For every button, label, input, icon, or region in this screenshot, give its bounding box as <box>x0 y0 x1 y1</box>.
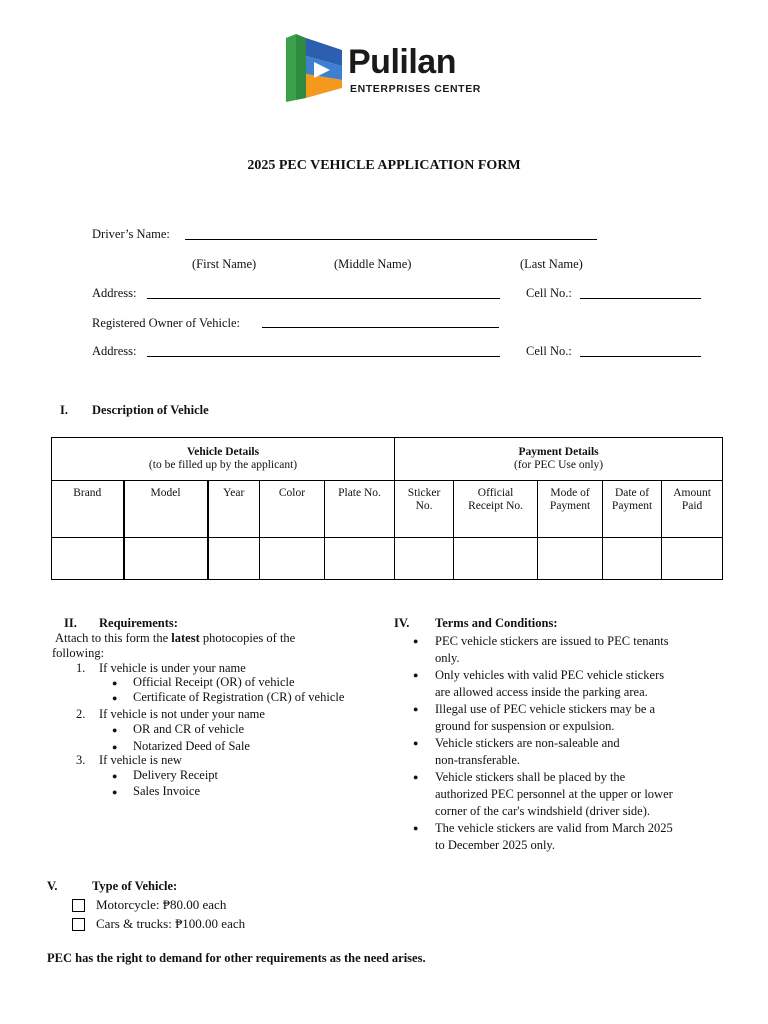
term-6-line-2: to December 2025 only. <box>435 838 555 852</box>
bullet: ● <box>112 693 118 703</box>
checkbox-motorcycle[interactable] <box>72 899 85 917</box>
bullet: ● <box>112 725 118 735</box>
section-5-number: V. <box>47 879 58 893</box>
term-6-line-1: The vehicle stickers are valid from March 2025 <box>435 821 673 835</box>
drivers-name-line[interactable] <box>185 239 597 240</box>
cell-mode-of-payment[interactable] <box>538 538 603 580</box>
term-2-line-2: are allowed access inside the parking area. <box>435 685 648 699</box>
bullet: ● <box>413 636 419 646</box>
first-name-caption: (First Name) <box>192 257 257 271</box>
option-cars-trucks: Cars & trucks: ₱100.00 each <box>96 916 246 931</box>
checkbox-cars-trucks[interactable] <box>72 918 85 936</box>
term-3-line-1: Illegal use of PEC vehicle stickers may be a <box>435 702 656 716</box>
section-4-number: IV. <box>394 616 410 630</box>
req-3-sub-2: Sales Invoice <box>133 784 200 798</box>
registered-owner-line[interactable] <box>262 327 499 328</box>
checkbox-square[interactable] <box>72 899 85 912</box>
cell-plate-no[interactable] <box>325 538 395 580</box>
cell-sticker-no[interactable] <box>395 538 454 580</box>
cell-brand[interactable] <box>52 538 124 580</box>
req-1-sub-2: Certificate of Registration (CR) of vehicle <box>133 690 345 704</box>
cell-official-receipt-no[interactable] <box>454 538 538 580</box>
term-5 <box>435 769 673 820</box>
intro-pre: Attach to this form the <box>55 631 172 645</box>
logo-wordmark: Pulilan <box>348 43 456 81</box>
term-1-line-1: PEC vehicle stickers are issued to PEC tenants <box>435 634 669 648</box>
term-6 <box>435 820 673 854</box>
req-2-sub-2: Notarized Deed of Sale <box>133 739 250 753</box>
owner-cell-no-label: Cell No.: <box>526 344 572 358</box>
col-header-amount-paid: Amount Paid <box>662 481 723 538</box>
term-3 <box>435 701 655 735</box>
drivers-name-label: Driver’s Name: <box>92 227 170 241</box>
section-2-number: II. <box>64 616 77 630</box>
col-header-plate-no: Plate No. <box>325 481 395 538</box>
last-name-caption: (Last Name) <box>520 257 583 271</box>
payment-details-header <box>395 438 723 481</box>
address-label: Address: <box>92 286 137 300</box>
req-2-sub-1: OR and CR of vehicle <box>133 722 245 736</box>
req-3-sub-1: Delivery Receipt <box>133 768 219 782</box>
req-3-number: 3. <box>76 753 86 767</box>
term-3-line-2: ground for suspension or expulsion. <box>435 719 615 733</box>
intro-bold: latest <box>171 631 200 645</box>
col-header-official-receipt-no: Official Receipt No. <box>454 481 538 538</box>
req-2-number: 2. <box>76 707 86 721</box>
req-1-sub-1: Official Receipt (OR) of vehicle <box>133 675 295 689</box>
term-4-line-2: non-transferable. <box>435 753 521 767</box>
cell-amount-paid[interactable] <box>662 538 723 580</box>
cell-color[interactable] <box>260 538 325 580</box>
section-5-title: Type of Vehicle: <box>92 879 178 893</box>
section-1-title: Description of Vehicle <box>92 403 209 417</box>
term-4 <box>435 735 620 769</box>
cell-year[interactable] <box>208 538 260 580</box>
bullet: ● <box>413 670 419 680</box>
term-2 <box>435 667 664 701</box>
cell-model[interactable] <box>124 538 208 580</box>
col-header-brand: Brand <box>52 481 124 538</box>
req-3-label: If vehicle is new <box>99 753 182 767</box>
payment-details-note: (for PEC Use only) <box>514 459 604 471</box>
owner-address-line[interactable] <box>147 356 500 357</box>
col-header-date-of-payment: Date of Payment <box>603 481 662 538</box>
bullet: ● <box>413 772 419 782</box>
bullet: ● <box>112 678 118 688</box>
vehicle-table <box>51 437 723 580</box>
vehicle-details-note: (to be filled up by the applicant) <box>148 459 298 471</box>
intro-post: photocopies of the <box>199 631 296 645</box>
term-1 <box>435 633 669 667</box>
term-4-line-1: Vehicle stickers are non-saleable and <box>435 736 620 750</box>
option-motorcycle: Motorcycle: ₱80.00 each <box>96 897 227 912</box>
vehicle-details-header <box>52 438 395 481</box>
middle-name-caption: (Middle Name) <box>334 257 412 271</box>
bullet: ● <box>413 704 419 714</box>
section-2-title: Requirements: <box>99 616 178 630</box>
term-5-line-3: corner of the car's windshield (driver side). <box>435 804 651 818</box>
requirements-intro <box>55 631 295 646</box>
col-header-color: Color <box>260 481 325 538</box>
requirements-intro-line2: following: <box>52 646 105 660</box>
bullet: ● <box>112 771 118 781</box>
bullet: ● <box>112 787 118 797</box>
req-1-number: 1. <box>76 661 86 675</box>
cell-no-line[interactable] <box>580 298 701 299</box>
term-1-line-2: only. <box>435 651 460 665</box>
bullet: ● <box>413 738 419 748</box>
registered-owner-label: Registered Owner of Vehicle: <box>92 316 240 330</box>
checkbox-square[interactable] <box>72 918 85 931</box>
col-header-year: Year <box>208 481 260 538</box>
bullet: ● <box>112 742 118 752</box>
address-line[interactable] <box>147 298 500 299</box>
term-2-line-1: Only vehicles with valid PEC vehicle stickers <box>435 668 665 682</box>
term-5-line-2: authorized PEC personnel at the upper or lower <box>435 787 673 801</box>
payment-details-title: Payment Details <box>518 446 599 458</box>
form-title: 2025 PEC VEHICLE APPLICATION FORM <box>247 158 521 173</box>
section-4-title: Terms and Conditions: <box>435 616 558 630</box>
col-header-mode-of-payment: Mode of Payment <box>538 481 603 538</box>
req-2-label: If vehicle is not under your name <box>99 707 265 721</box>
cell-date-of-payment[interactable] <box>603 538 662 580</box>
section-1-number: I. <box>60 403 68 417</box>
col-header-sticker-no: Sticker No. <box>395 481 454 538</box>
footer-note: PEC has the right to demand for other requirements as the need arises. <box>47 951 426 965</box>
owner-cell-no-line[interactable] <box>580 356 701 357</box>
vehicle-details-title: Vehicle Details <box>186 446 260 458</box>
bullet: ● <box>413 823 419 833</box>
owner-address-label: Address: <box>92 344 137 358</box>
cell-no-label: Cell No.: <box>526 286 572 300</box>
term-5-line-1: Vehicle stickers shall be placed by the <box>435 770 626 784</box>
col-header-model: Model <box>124 481 208 538</box>
logo-subtitle: ENTERPRISES CENTER <box>350 83 481 95</box>
req-1-label: If vehicle is under your name <box>99 661 246 675</box>
